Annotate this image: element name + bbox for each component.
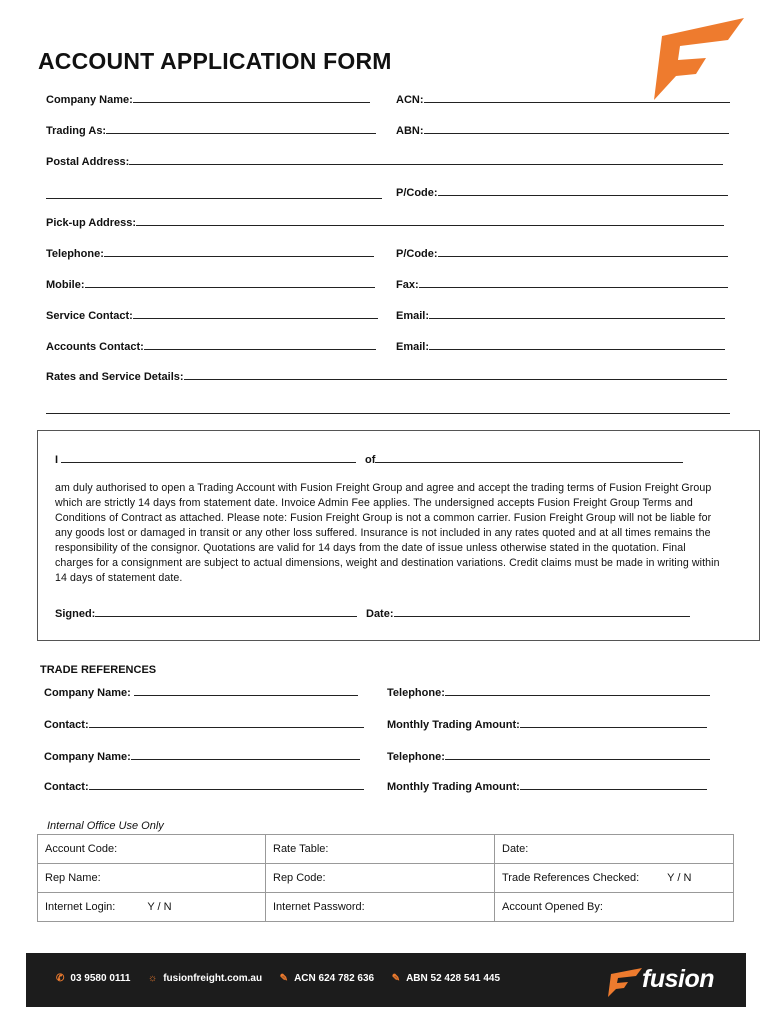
- fusion-logo-icon: [650, 16, 744, 100]
- footer-acn: ACN 624 782 636: [294, 973, 375, 984]
- postcode-label: P/Code:: [396, 187, 438, 199]
- edit-icon: ✎: [279, 973, 289, 984]
- acn-field[interactable]: [396, 93, 730, 106]
- office-use-heading: Internal Office Use Only: [47, 820, 164, 832]
- ref2-monthly-field[interactable]: [387, 780, 707, 793]
- trade-refs-checked-label: Trade References Checked:: [502, 872, 640, 884]
- contact-label: Contact:: [44, 781, 89, 793]
- terms-paragraph: am duly authorised to open a Trading Account with Fusion Freight Group and agree and accept the trading terms of Fusion Freight Group which are strictly 14 days from statement date. Invoice Admin Fee applies. The undersigned accepts Fusion Freight Group Terms and Conditions of Contract as attached. Please note: Fusion Freight Group is not a common carrier. Fusion Freight Group will not be liable for any goods lost or damaged in transit or any other loss suffered. Insurance is not included in any rates quoted and at all times remains the responsibility of the consignor. Quotations are valid for 14 days from the date of issue unless otherwise stated in the quotation. Final charges for a consignment are subject to actual dimensions, weight and destination variations. Credit claims must be made in writing within 14 days of statement date.: [55, 482, 720, 584]
- i-label: I: [55, 454, 59, 466]
- ref1-telephone-field[interactable]: [387, 686, 710, 699]
- telephone-field[interactable]: [46, 247, 374, 260]
- rep-code-cell[interactable]: Rep Code:: [266, 864, 495, 893]
- mobile-field[interactable]: [46, 278, 375, 291]
- telephone-label: Telephone:: [46, 248, 104, 260]
- internet-login-cell[interactable]: [38, 893, 266, 922]
- table-row: [38, 864, 734, 893]
- service-contact-label: Service Contact:: [46, 310, 133, 322]
- table-row: [38, 835, 734, 864]
- table-row: [38, 893, 734, 922]
- ref1-contact-field[interactable]: [44, 718, 364, 731]
- internet-password-cell[interactable]: Internet Password:: [266, 893, 495, 922]
- footer-website[interactable]: fusionfreight.com.au: [163, 973, 263, 984]
- footer-contacts: [56, 973, 500, 984]
- internet-login-label: Internet Login:: [45, 901, 116, 913]
- form-title: ACCOUNT APPLICATION FORM: [38, 48, 392, 74]
- postal-address-label: Postal Address:: [46, 156, 130, 168]
- footer-abn: ABN 52 428 541 445: [406, 973, 501, 984]
- trading-as-field[interactable]: [46, 124, 376, 137]
- phone-icon: ✆: [56, 973, 65, 984]
- company-name-label: Company Name:: [46, 94, 133, 106]
- agreement-date-field[interactable]: [366, 607, 690, 620]
- accounts-email-field[interactable]: [396, 340, 725, 353]
- accounts-contact-label: Accounts Contact:: [46, 341, 144, 353]
- edit-icon: ✎: [391, 973, 401, 984]
- rate-table-cell[interactable]: Rate Table:: [266, 835, 495, 864]
- date-cell[interactable]: Date:: [495, 835, 734, 864]
- brand-wordmark: fusion: [642, 965, 714, 993]
- company-name-label: Company Name:: [44, 751, 131, 763]
- postal-address-line-2[interactable]: [46, 186, 382, 204]
- trade-references-heading: TRADE REFERENCES: [40, 664, 157, 676]
- email-label: Email:: [396, 310, 430, 322]
- monthly-trading-label: Monthly Trading Amount:: [387, 781, 520, 793]
- accounts-contact-field[interactable]: [46, 340, 376, 353]
- account-code-cell[interactable]: Account Code:: [38, 835, 266, 864]
- abn-label: ABN:: [396, 125, 424, 137]
- postcode-field-2[interactable]: [396, 247, 728, 260]
- of-label: of: [365, 454, 376, 466]
- abn-field[interactable]: [396, 124, 729, 137]
- postcode-label: P/Code:: [396, 248, 438, 260]
- yes-no-option[interactable]: Y / N: [147, 901, 172, 913]
- rates-service-line-2[interactable]: [46, 401, 730, 419]
- date-label: Date:: [366, 608, 394, 620]
- ref1-company-field[interactable]: [44, 686, 358, 699]
- mobile-label: Mobile:: [46, 279, 85, 291]
- postcode-field-1[interactable]: [396, 186, 728, 199]
- trade-refs-checked-cell[interactable]: [495, 864, 734, 893]
- signed-field[interactable]: [55, 607, 357, 620]
- fax-field[interactable]: [396, 278, 728, 291]
- ref2-contact-field[interactable]: [44, 780, 364, 793]
- company-name-label: Company Name:: [44, 687, 131, 699]
- office-use-table: [37, 834, 734, 922]
- pickup-address-field[interactable]: [46, 216, 724, 229]
- service-email-field[interactable]: [396, 309, 725, 322]
- ref2-company-field[interactable]: [44, 750, 360, 763]
- telephone-label: Telephone:: [387, 687, 445, 699]
- footer-brand: [606, 963, 736, 999]
- fusion-logo-icon: [606, 967, 642, 997]
- telephone-label: Telephone:: [387, 751, 445, 763]
- fax-label: Fax:: [396, 279, 419, 291]
- contact-label: Contact:: [44, 719, 89, 731]
- signed-label: Signed:: [55, 608, 96, 620]
- trading-as-label: Trading As:: [46, 125, 107, 137]
- rates-service-label: Rates and Service Details:: [46, 371, 184, 383]
- service-contact-field[interactable]: [46, 309, 378, 322]
- monthly-trading-label: Monthly Trading Amount:: [387, 719, 520, 731]
- rates-service-field[interactable]: [46, 370, 727, 383]
- yes-no-option[interactable]: Y / N: [667, 872, 692, 884]
- footer-phone[interactable]: 03 9580 0111: [70, 973, 131, 984]
- rep-name-cell[interactable]: Rep Name:: [38, 864, 266, 893]
- postal-address-field[interactable]: [46, 155, 723, 168]
- of-company-field[interactable]: [365, 453, 683, 466]
- company-name-field[interactable]: [46, 93, 370, 106]
- ref1-monthly-field[interactable]: [387, 718, 707, 731]
- footer-bar: [26, 953, 746, 1007]
- ref2-telephone-field[interactable]: [387, 750, 710, 763]
- globe-icon: ☼: [148, 973, 158, 984]
- account-opened-by-cell[interactable]: Account Opened By:: [495, 893, 734, 922]
- authorised-person-field[interactable]: [55, 453, 356, 466]
- email-label: Email:: [396, 341, 430, 353]
- acn-label: ACN:: [396, 94, 424, 106]
- pickup-address-label: Pick-up Address:: [46, 217, 137, 229]
